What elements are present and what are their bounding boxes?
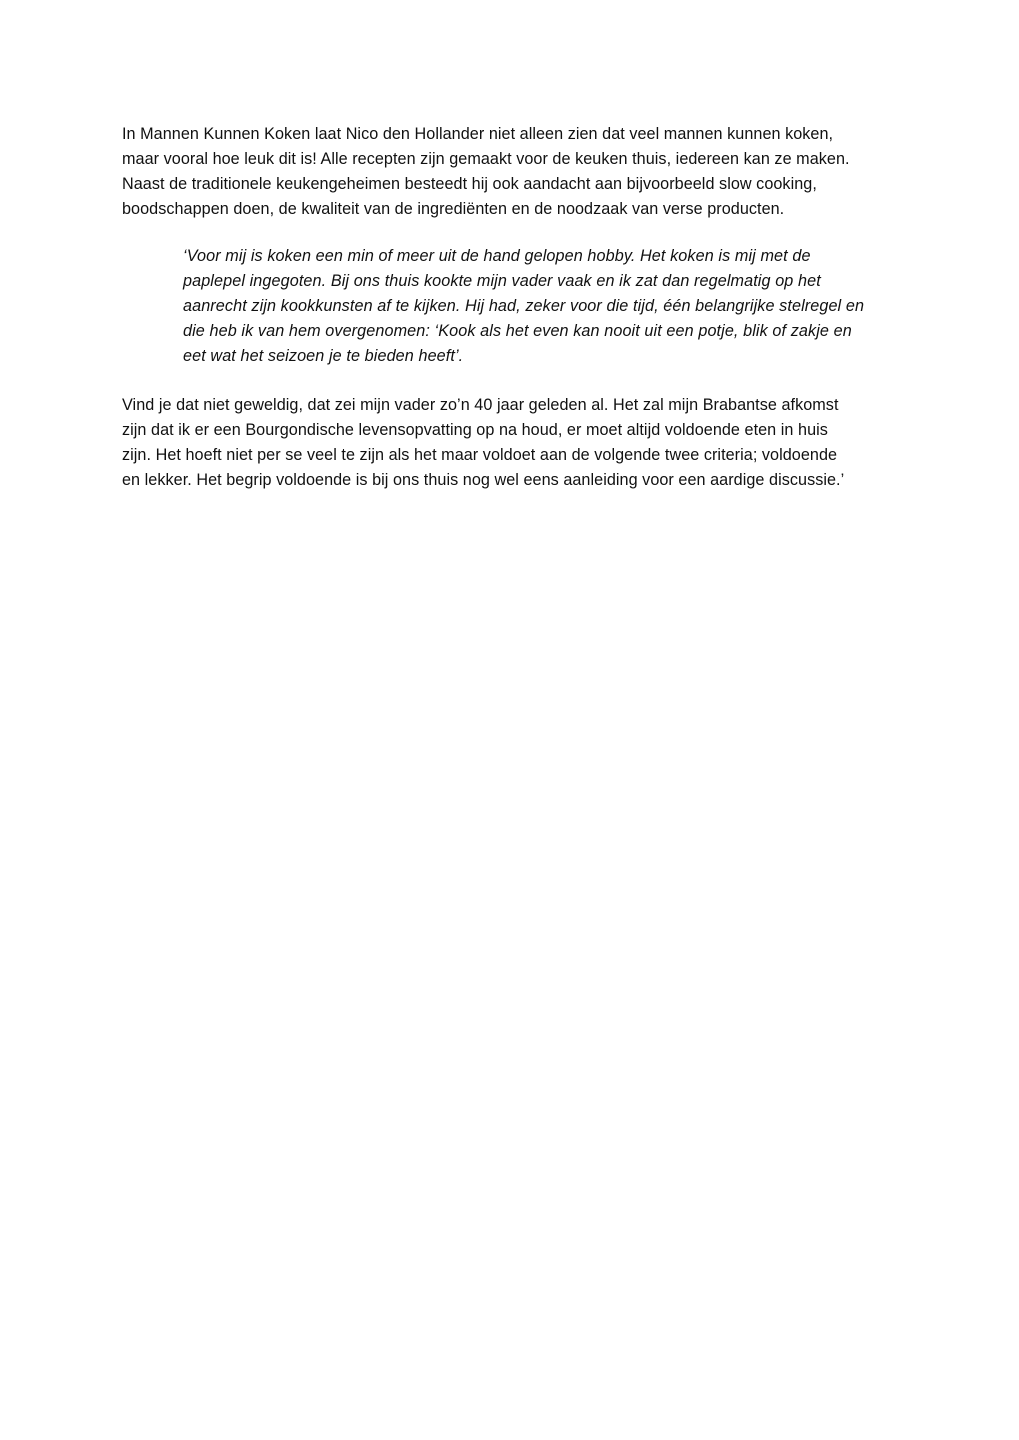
quote-line: eet wat het seizoen je te bieden heeft’. bbox=[183, 347, 464, 365]
intro-line: maar vooral hoe leuk dit is! Alle recepten zijn gemaakt voor de keuken thuis, iedereen kan ze maken. bbox=[122, 150, 850, 168]
quote-line: paplepel ingegoten. Bij ons thuis kookte mijn vader vaak en ik zat dan regelmatig op het bbox=[183, 272, 821, 290]
quote-line: die heb ik van hem overgenomen: ‘Kook als het even kan nooit uit een potje, blik of zakje en bbox=[183, 322, 852, 340]
intro-paragraph bbox=[122, 122, 902, 222]
closing-line: zijn. Het hoeft niet per se veel te zijn als het maar voldoet aan de volgende twee criteria; voldoende bbox=[122, 446, 838, 464]
quote-line: ‘Voor mij is koken een min of meer uit de hand gelopen hobby. Het koken is mij met de bbox=[183, 247, 811, 265]
quote-block bbox=[183, 244, 908, 369]
intro-line: Naast de traditionele keukengeheimen besteedt hij ook aandacht aan bijvoorbeeld slow cooking, bbox=[122, 175, 817, 193]
document-body bbox=[122, 122, 902, 493]
closing-line: Vind je dat niet geweldig, dat zei mijn vader zo’n 40 jaar geleden al. Het zal mijn Brabantse afkomst bbox=[122, 396, 839, 414]
closing-line: en lekker. Het begrip voldoende is bij ons thuis nog wel eens aanleiding voor een aardige discussie.’ bbox=[122, 471, 845, 489]
closing-paragraph bbox=[122, 393, 902, 493]
intro-line: boodschappen doen, de kwaliteit van de ingrediënten en de noodzaak van verse producten. bbox=[122, 200, 785, 218]
closing-line: zijn dat ik er een Bourgondische levensopvatting op na houd, er moet altijd voldoende eten in huis bbox=[122, 421, 828, 439]
quote-line: aanrecht zijn kookkunsten af te kijken. Hij had, zeker voor die tijd, één belangrijke stelregel en bbox=[183, 297, 865, 315]
intro-line: In Mannen Kunnen Koken laat Nico den Hollander niet alleen zien dat veel mannen kunnen koken, bbox=[122, 125, 834, 143]
